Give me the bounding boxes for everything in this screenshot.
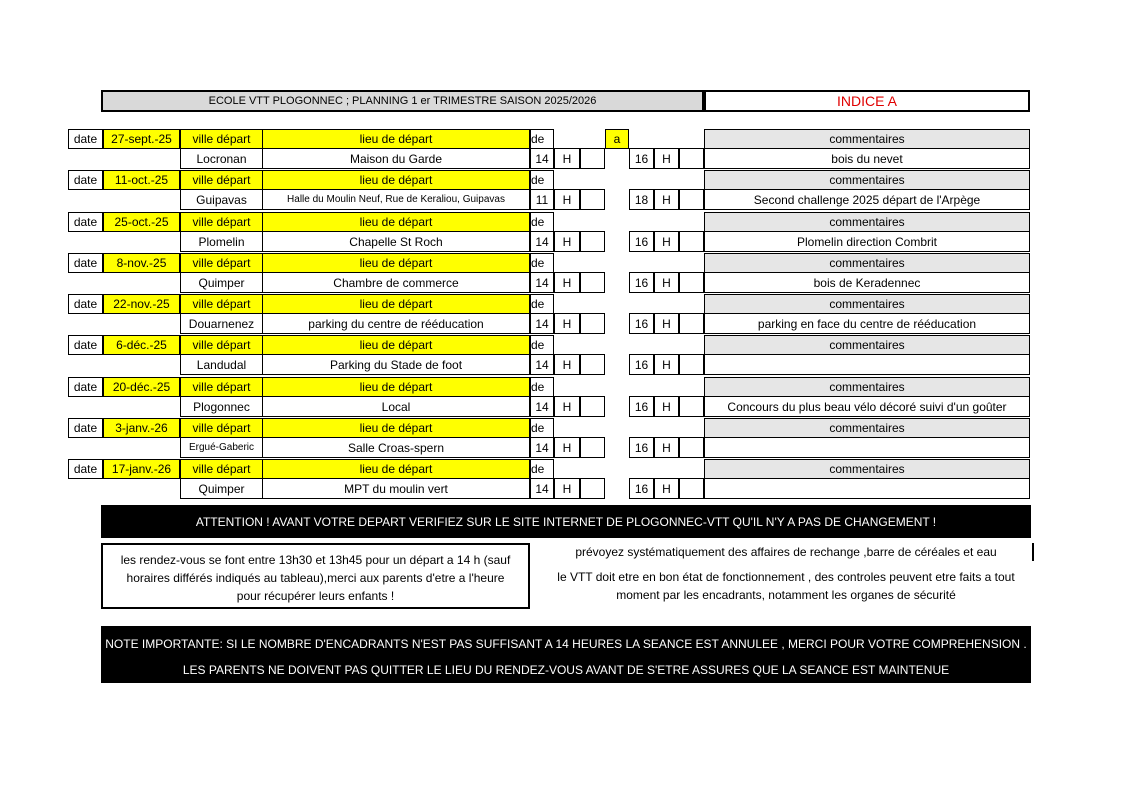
end-hour: 16 [629, 148, 654, 169]
end-minutes [679, 148, 704, 169]
end-minutes [679, 313, 704, 334]
lieu-depart-value: MPT du moulin vert [262, 478, 530, 499]
end-hour-unit: H [654, 189, 679, 210]
lieu-depart-label: lieu de départ [262, 212, 530, 232]
start-hour-unit: H [554, 396, 580, 417]
start-hour-unit: H [554, 231, 580, 252]
ville-depart-label: ville départ [180, 335, 263, 355]
lieu-depart-value: parking du centre de rééducation [262, 313, 530, 334]
start-hour-unit: H [554, 189, 580, 210]
start-hour: 14 [530, 437, 554, 458]
date-label: date [68, 212, 103, 232]
commentaire-value: parking en face du centre de rééducation [704, 313, 1030, 334]
start-minutes [580, 313, 605, 334]
lieu-depart-label: lieu de départ [262, 459, 530, 479]
session-date: 27-sept.-25 [103, 129, 180, 149]
lieu-depart-label: lieu de départ [262, 170, 530, 190]
important-note-line-1: NOTE IMPORTANTE: SI LE NOMBRE D'ENCADRANTS N'EST PAS SUFFISANT A 14 HEURES LA SEANCE EST ANNULEE , MERCI POUR VOTRE COMPREHENSION . [105, 637, 1027, 651]
commentaires-label: commentaires [704, 212, 1030, 232]
start-hour: 14 [530, 148, 554, 169]
session-date: 17-janv.-26 [103, 459, 180, 479]
de-label: de [530, 170, 554, 190]
date-label: date [68, 335, 103, 355]
end-hour: 16 [629, 478, 654, 499]
lieu-depart-label: lieu de départ [262, 253, 530, 273]
equipment-notice-line-2: le VTT doit etre en bon état de fonctionnement , des controles peuvent etre faits a tout moment par les encadrants, notamment les organes de sécurité [557, 570, 1015, 602]
de-label: de [530, 253, 554, 273]
start-hour: 14 [530, 313, 554, 334]
end-hour: 16 [629, 313, 654, 334]
end-minutes [679, 231, 704, 252]
lieu-depart-label: lieu de départ [262, 129, 530, 149]
start-hour: 11 [530, 189, 554, 210]
a-label: a [605, 129, 629, 149]
attention-banner: ATTENTION ! AVANT VOTRE DEPART VERIFIEZ SUR LE SITE INTERNET DE PLOGONNEC-VTT QU'IL N'Y A PAS DE CHANGEMENT ! [101, 505, 1031, 538]
session-date: 8-nov.-25 [103, 253, 180, 273]
session-date: 11-oct.-25 [103, 170, 180, 190]
de-label: de [530, 335, 554, 355]
end-hour-unit: H [654, 231, 679, 252]
de-label: de [530, 212, 554, 232]
commentaires-label: commentaires [704, 418, 1030, 438]
start-hour: 14 [530, 354, 554, 375]
commentaire-value [704, 478, 1030, 499]
end-hour: 16 [629, 437, 654, 458]
lieu-depart-value: Chambre de commerce [262, 272, 530, 293]
indice-label: INDICE A [704, 90, 1030, 112]
start-minutes [580, 437, 605, 458]
ville-depart-label: ville départ [180, 418, 263, 438]
lieu-depart-label: lieu de départ [262, 377, 530, 397]
planning-title: ECOLE VTT PLOGONNEC ; PLANNING 1 er TRIMESTRE SAISON 2025/2026 [101, 90, 704, 112]
commentaire-value: bois du nevet [704, 148, 1030, 169]
end-minutes [679, 437, 704, 458]
ville-depart-value: Quimper [180, 478, 263, 499]
ville-depart-label: ville départ [180, 129, 263, 149]
ville-depart-label: ville départ [180, 170, 263, 190]
commentaire-value: bois de Keradennec [704, 272, 1030, 293]
lieu-depart-value: Maison du Garde [262, 148, 530, 169]
lieu-depart-value: Chapelle St Roch [262, 231, 530, 252]
start-minutes [580, 354, 605, 375]
ville-depart-value: Locronan [180, 148, 263, 169]
important-note-banner [101, 626, 1031, 683]
lieu-depart-value: Local [262, 396, 530, 417]
commentaires-label: commentaires [704, 170, 1030, 190]
start-minutes [580, 272, 605, 293]
ville-depart-label: ville départ [180, 377, 263, 397]
start-minutes [580, 231, 605, 252]
lieu-depart-value: Halle du Moulin Neuf, Rue de Keraliou, Guipavas [262, 189, 530, 210]
end-minutes [679, 189, 704, 210]
date-label: date [68, 253, 103, 273]
meeting-time-notice: les rendez-vous se font entre 13h30 et 13h45 pour un départ a 14 h (sauf horaires différés indiqués au tableau),merci aux parents d'etre a l'heure pour récupérer leurs enfants ! [101, 543, 530, 609]
start-hour-unit: H [554, 313, 580, 334]
end-hour: 16 [629, 396, 654, 417]
commentaires-label: commentaires [704, 377, 1030, 397]
ville-depart-value: Guipavas [180, 189, 263, 210]
end-hour: 16 [629, 354, 654, 375]
start-minutes [580, 396, 605, 417]
commentaires-label: commentaires [704, 294, 1030, 314]
end-hour-unit: H [654, 313, 679, 334]
ville-depart-value: Plogonnec [180, 396, 263, 417]
start-hour-unit: H [554, 478, 580, 499]
ville-depart-label: ville départ [180, 212, 263, 232]
date-label: date [68, 129, 103, 149]
commentaires-label: commentaires [704, 129, 1030, 149]
important-note-line-2: LES PARENTS NE DOIVENT PAS QUITTER LE LIEU DU RENDEZ-VOUS AVANT DE S'ETRE ASSURES QUE LA SEANCE EST MAINTENUE [182, 663, 950, 677]
lieu-depart-label: lieu de départ [262, 418, 530, 438]
lieu-depart-label: lieu de départ [262, 294, 530, 314]
ville-depart-label: ville départ [180, 459, 263, 479]
commentaire-value: Second challenge 2025 départ de l'Arpège [704, 189, 1030, 210]
date-label: date [68, 170, 103, 190]
ville-depart-value: Ergué-Gaberic [180, 437, 263, 458]
start-hour: 14 [530, 231, 554, 252]
start-hour: 14 [530, 272, 554, 293]
end-hour-unit: H [654, 148, 679, 169]
session-date: 22-nov.-25 [103, 294, 180, 314]
end-hour-unit: H [654, 396, 679, 417]
start-hour: 14 [530, 396, 554, 417]
end-hour-unit: H [654, 354, 679, 375]
lieu-depart-value: Salle Croas-spern [262, 437, 530, 458]
date-label: date [68, 459, 103, 479]
end-hour: 18 [629, 189, 654, 210]
commentaire-value [704, 437, 1030, 458]
start-minutes [580, 148, 605, 169]
end-minutes [679, 478, 704, 499]
end-minutes [679, 354, 704, 375]
date-label: date [68, 418, 103, 438]
commentaire-value: Concours du plus beau vélo décoré suivi d'un goûter [704, 396, 1030, 417]
end-hour-unit: H [654, 272, 679, 293]
start-hour: 14 [530, 478, 554, 499]
de-label: de [530, 294, 554, 314]
end-minutes [679, 272, 704, 293]
start-hour-unit: H [554, 354, 580, 375]
start-hour-unit: H [554, 148, 580, 169]
ville-depart-value: Quimper [180, 272, 263, 293]
date-label: date [68, 377, 103, 397]
de-label: de [530, 418, 554, 438]
commentaires-label: commentaires [704, 459, 1030, 479]
ville-depart-value: Plomelin [180, 231, 263, 252]
ville-depart-label: ville départ [180, 253, 263, 273]
ville-depart-value: Douarnenez [180, 313, 263, 334]
equipment-notice [540, 543, 1032, 609]
end-minutes [679, 396, 704, 417]
commentaire-value [704, 354, 1030, 375]
ville-depart-value: Landudal [180, 354, 263, 375]
session-date: 25-oct.-25 [103, 212, 180, 232]
de-label: de [530, 377, 554, 397]
ville-depart-label: ville départ [180, 294, 263, 314]
start-minutes [580, 478, 605, 499]
start-hour-unit: H [554, 437, 580, 458]
lieu-depart-value: Parking du Stade de foot [262, 354, 530, 375]
session-date: 6-déc.-25 [103, 335, 180, 355]
end-hour: 16 [629, 231, 654, 252]
de-label: de [530, 129, 554, 149]
end-hour-unit: H [654, 437, 679, 458]
commentaire-value: Plomelin direction Combrit [704, 231, 1030, 252]
session-date: 3-janv.-26 [103, 418, 180, 438]
de-label: de [530, 459, 554, 479]
commentaires-label: commentaires [704, 253, 1030, 273]
end-hour-unit: H [654, 478, 679, 499]
equipment-notice-line-1: prévoyez systématiquement des affaires de rechange ,barre de céréales et eau [540, 543, 1034, 561]
end-hour: 16 [629, 272, 654, 293]
start-hour-unit: H [554, 272, 580, 293]
commentaires-label: commentaires [704, 335, 1030, 355]
lieu-depart-label: lieu de départ [262, 335, 530, 355]
session-date: 20-déc.-25 [103, 377, 180, 397]
start-minutes [580, 189, 605, 210]
date-label: date [68, 294, 103, 314]
